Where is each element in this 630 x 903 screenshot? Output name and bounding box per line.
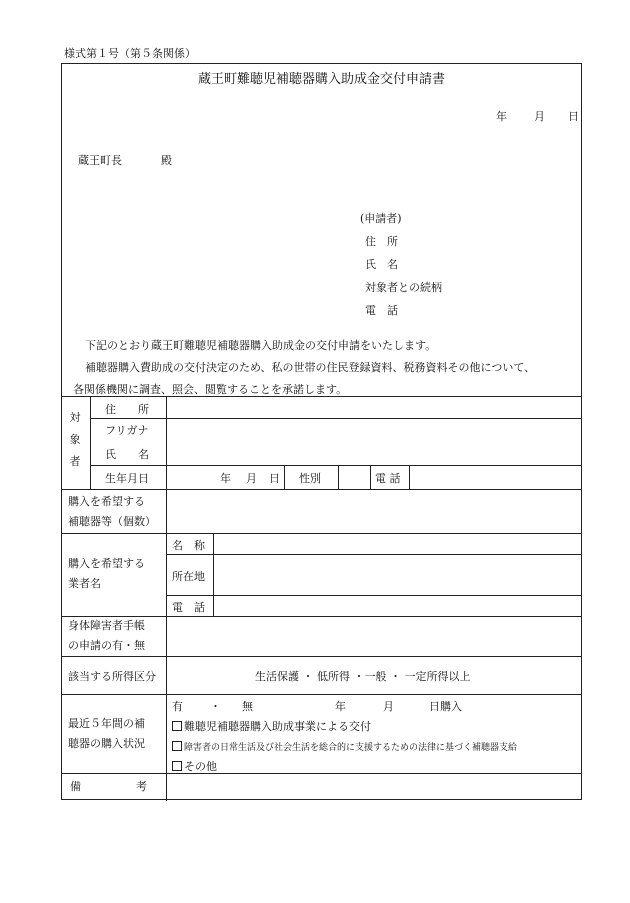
vendor-phone-label: 電 話	[172, 601, 205, 614]
applicant-phone-label: 電 話	[365, 304, 398, 317]
addressee-honorific: 殿	[161, 154, 172, 167]
subject-furigana-label: フリガナ	[105, 424, 149, 437]
birth-day: 日	[269, 472, 280, 485]
table-line	[284, 465, 285, 489]
form-number: 様式第１号（第５条関係）	[64, 47, 196, 60]
subject-name-label: 氏 名	[105, 448, 149, 461]
history-option-1[interactable]	[172, 718, 371, 734]
form-title: 蔵王町難聴児補聴器購入助成金交付申請書	[197, 72, 445, 87]
disability-label-line2: の申請の有・無	[68, 639, 145, 652]
date-year: 年	[496, 110, 507, 123]
table-line	[166, 396, 167, 801]
body-paragraph-2: 補聴器購入費助成の交付決定のため、私の世帯の住民登録資料、税務資料その他について、	[85, 361, 536, 374]
applicant-heading: (申請者)	[360, 212, 402, 225]
table-line	[62, 533, 581, 534]
checkbox-icon[interactable]	[172, 761, 182, 771]
table-line	[62, 694, 581, 695]
vendor-label-line1: 購入を希望する	[68, 557, 145, 570]
history-yes: 有	[172, 700, 183, 713]
body-paragraph-3: 各関係機関に調査、照会、閲覧することを承諾します。	[73, 383, 348, 396]
table-line	[90, 465, 581, 466]
birth-year: 年	[220, 472, 231, 485]
table-line	[213, 533, 214, 616]
subject-label-char: 対	[69, 411, 81, 424]
subject-gender-label: 性別	[299, 472, 321, 485]
applicant-relationship-label: 対象者との続柄	[365, 281, 442, 294]
date-month: 月	[534, 110, 545, 123]
table-line	[90, 418, 581, 419]
table-line	[62, 773, 581, 774]
checkbox-icon[interactable]	[172, 721, 182, 731]
income-label: 該当する所得区分	[68, 670, 156, 683]
history-option-3-label: その他	[184, 760, 217, 773]
history-separator: ・	[210, 700, 221, 713]
disability-label	[68, 616, 145, 656]
history-option-3[interactable]	[172, 758, 217, 774]
vendor-label-line2: 業者名	[68, 577, 101, 590]
application-form	[61, 63, 582, 800]
applicant-address-label: 住 所	[365, 235, 398, 248]
device-label-line1: 購入を希望する	[68, 495, 145, 508]
subject-label-char: 者	[69, 455, 81, 468]
history-option-2[interactable]	[172, 740, 517, 753]
checkbox-icon[interactable]	[172, 741, 182, 751]
table-line	[62, 489, 581, 490]
remarks-label-a: 備	[70, 780, 81, 793]
applicant-block	[360, 207, 442, 322]
date-day: 日	[568, 110, 579, 123]
history-label-line2: 聴器の購入状況	[68, 737, 145, 750]
history-label	[68, 714, 145, 754]
history-option-1-label: 難聴児補聴器購入助成事業による交付	[184, 720, 371, 733]
birth-month: 月	[246, 472, 257, 485]
table-line	[370, 465, 371, 489]
history-month: 月	[383, 700, 394, 713]
history-year: 年	[335, 700, 346, 713]
table-line	[62, 656, 581, 657]
applicant-name-label: 氏 名	[365, 258, 398, 271]
history-option-2-label: 障害者の日常生活及び社会生活を総合的に支援するための法律に基づく補聴器支給	[184, 743, 518, 753]
income-options: 生活保護 ・ 低所得 ・一般 ・ 一定所得以上	[255, 670, 471, 683]
history-no: 無	[242, 700, 253, 713]
body-paragraph-1: 下記のとおり蔵王町難聴児補聴器購入助成金の交付申請をいたします。	[85, 339, 437, 352]
history-label-line1: 最近５年間の補	[68, 717, 145, 730]
subject-birth-label: 生年月日	[105, 472, 149, 485]
subject-label-char: 象	[69, 433, 81, 446]
consent-text	[72, 335, 577, 401]
table-line	[90, 396, 91, 489]
vendor-location-label: 所在地	[172, 570, 205, 583]
subject-address-label: 住 所	[105, 403, 149, 416]
subject-phone-label: 電 話	[375, 472, 401, 485]
device-label-line2: 補聴器等（個数）	[68, 515, 156, 528]
table-line	[166, 595, 581, 596]
history-purchase-day: 日購入	[429, 700, 462, 713]
table-line	[338, 465, 339, 489]
remarks-label-b: 考	[136, 780, 147, 793]
vendor-label	[68, 554, 145, 594]
subject-label	[68, 407, 82, 473]
device-label	[68, 492, 156, 532]
table-line	[62, 396, 581, 397]
addressee-name: 蔵王町長	[78, 154, 122, 167]
vendor-name-label: 名 称	[172, 539, 205, 552]
table-line	[409, 465, 410, 489]
disability-label-line1: 身体障害者手帳	[68, 619, 145, 632]
table-line	[166, 554, 581, 555]
